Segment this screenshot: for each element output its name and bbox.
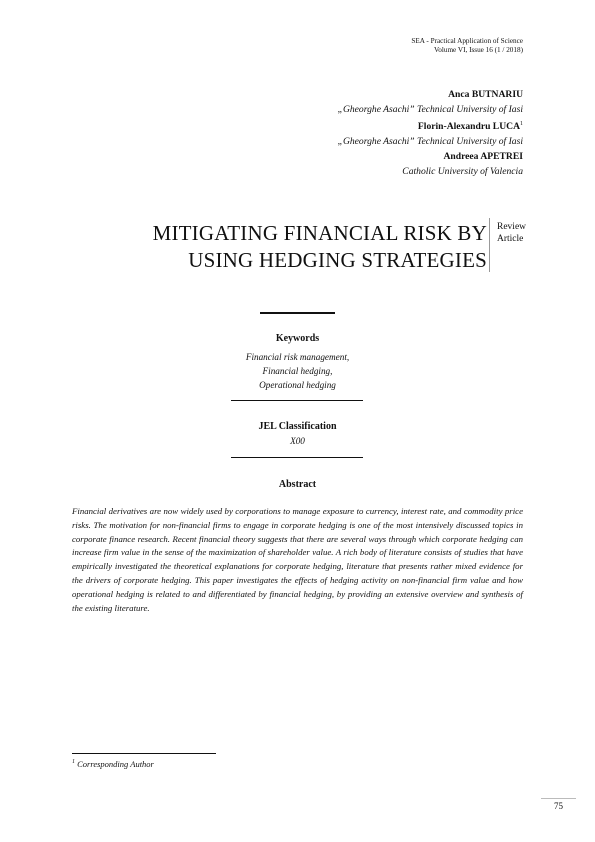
keywords-rule <box>231 400 363 401</box>
title-line: USING HEDGING STRATEGIES <box>188 248 487 272</box>
page-number: 75 <box>554 801 563 811</box>
abstract-heading: Abstract <box>278 479 317 490</box>
keywords-list <box>0 350 595 392</box>
journal-volume: Volume VI, Issue 16 (1 / 2018) <box>434 46 523 54</box>
footnote <box>72 759 154 769</box>
author-name: Florin-Alexandru LUCA$^1$ <box>417 121 523 133</box>
footnote-marker: 1 <box>520 121 523 127</box>
keywords-heading: Keywords <box>275 333 320 344</box>
author-affiliation: „Gheorghe Asachi” Technical University of Iasi <box>337 104 523 115</box>
keyword-item: Operational hedging <box>259 380 336 390</box>
author-affiliation: „Gheorghe Asachi” Technical University of Iasi <box>337 136 523 148</box>
footnote-mark: 1 <box>72 759 75 766</box>
article-type-line: Article <box>497 234 524 244</box>
title-line: MITIGATING FINANCIAL RISK BY <box>152 221 487 245</box>
title-divider <box>489 218 490 272</box>
jel-code: X00 <box>290 436 305 446</box>
journal-header <box>411 37 523 55</box>
jel-rule <box>231 457 363 458</box>
article-type <box>497 221 526 245</box>
author-name: Anca BUTNARIU <box>448 89 523 100</box>
keyword-item: Financial hedging, <box>262 366 333 376</box>
page-number-rule <box>541 798 576 799</box>
paper-title <box>153 220 487 274</box>
footnote-rule <box>72 753 216 754</box>
title-rule <box>260 312 335 314</box>
abstract-text: Financial derivatives are now widely used by corporations to manage exposure to currency, interest rate, and commodity price risks. The motivation for non-financial firms to engage in corporate hedging is one of the most intensively discussed topics in corporate finance research. Recent financial theory suggests that there are several ways through which corporate hedging can increase firm value in the sense of the maximization of shareholder value. A rich body of literature consists of studies that have empirically investigated the theoretical explanations for corporate hedging, literature that presents rather mixed evidence for the drivers of corporate hedging. This paper investigates the effects of hedging activity on non-financial firm value and how operational hedging is related to and differentiated by financial hedging, by providing an extensive overview and synthesis of the existing literature. <box>72 506 523 613</box>
author-affiliation: Catholic University of Valencia <box>402 166 523 178</box>
footnote-text: Corresponding Author <box>75 759 154 769</box>
keyword-item: Financial risk management, <box>245 352 350 362</box>
author-block <box>338 87 523 179</box>
journal-name: SEA - Practical Application of Science <box>411 37 523 45</box>
author-name: Andreea APETREI <box>443 151 523 163</box>
jel-heading: JEL Classification <box>258 421 337 432</box>
article-type-line: Review <box>497 222 527 232</box>
